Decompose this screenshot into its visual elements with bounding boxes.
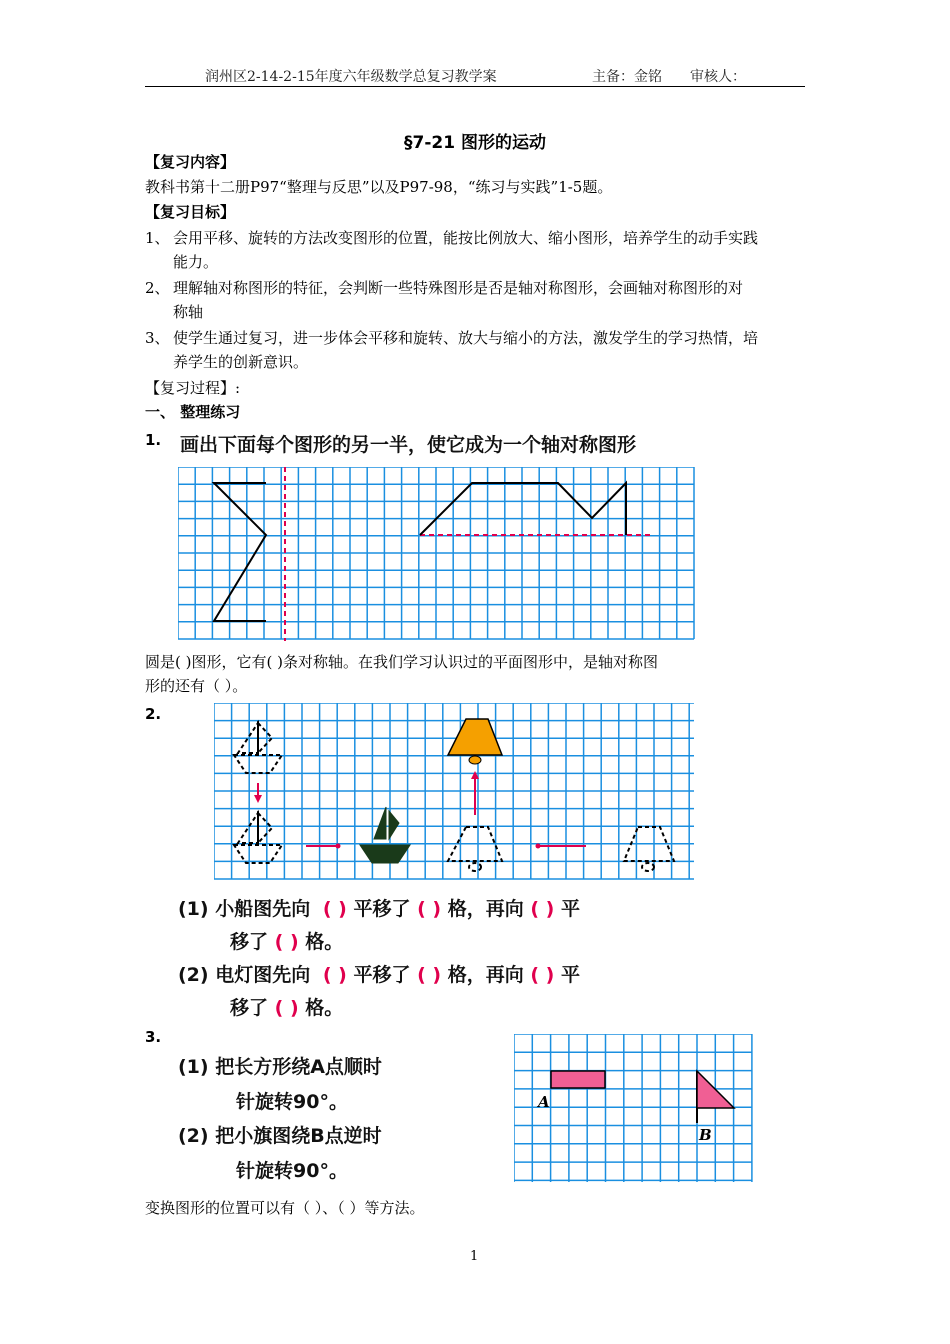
pink-rectangle <box>551 1071 605 1088</box>
q2-s2-c: 格，再向 <box>447 964 524 986</box>
q2-s1-blank-4[interactable]: ( ) <box>274 931 299 953</box>
content-text: 教科书第十二册P97“整理与反思”以及P97-98，“练习与实践”1-5题。 <box>145 178 613 196</box>
q2-s1-d: 平 <box>560 898 580 920</box>
content-heading: 【复习内容】 <box>145 153 236 171</box>
lamp-shade <box>448 719 502 755</box>
q3-s1-line2: 针旋转90°。 <box>236 1091 348 1113</box>
goal-1-num: 1、 <box>145 229 170 247</box>
q2-s1-e: 移了 <box>230 931 269 953</box>
q3-number: 3. <box>145 1028 162 1046</box>
q3-s1-line1: (1) 把长方形绕A点顺时 <box>178 1056 382 1078</box>
q1-grid-figure <box>178 467 696 641</box>
header-author: 主备：金铭 <box>592 69 662 85</box>
q1-question-line2: 形的还有（ ）。 <box>145 677 248 695</box>
q2-s2-blank-4[interactable]: ( ) <box>274 997 299 1019</box>
q2-s2-f: 格。 <box>305 997 344 1019</box>
section-1-heading: 一、 整理练习 <box>145 403 241 421</box>
label-b: B <box>699 1126 712 1144</box>
q2-s2-blank-3[interactable]: ( ) <box>530 964 555 986</box>
q2-s2-blank-1[interactable]: ( ) <box>322 964 347 986</box>
q2-s1-f: 格。 <box>305 931 344 953</box>
goal-3-line1: 使学生通过复习，进一步体会平移和旋转、放大与缩小的方法，激发学生的学习热情，培 <box>173 329 759 347</box>
q3-s2-line1: (2) 把小旗图绕B点逆时 <box>178 1125 382 1147</box>
page-header <box>145 66 805 87</box>
q2-s2-blank-2[interactable]: ( ) <box>417 964 442 986</box>
q2-s1-b: 平移了 <box>353 898 411 920</box>
goals-heading: 【复习目标】 <box>145 203 236 221</box>
q2-s2-b: 平移了 <box>353 964 411 986</box>
q2-s1-blank-3[interactable]: ( ) <box>530 898 555 920</box>
q2-s1-blank-2[interactable]: ( ) <box>417 898 442 920</box>
q3-s2-line2: 针旋转90°。 <box>236 1160 348 1182</box>
header-title: 润州区2-14-2-15年度六年级数学总复习教学案 <box>205 69 497 85</box>
goal-2-line1: 理解轴对称图形的特征，会判断一些特殊图形是否是轴对称图形，会画轴对称图形的对 <box>173 279 744 297</box>
q2-number: 2. <box>145 705 162 723</box>
header-reviewer: 审核人： <box>690 69 746 85</box>
q1-number: 1. <box>145 431 162 449</box>
page-number: 1 <box>470 1249 479 1264</box>
process-heading: 【复习过程】: <box>145 379 241 397</box>
q2-s2-e: 移了 <box>230 997 269 1019</box>
half-figure-1 <box>214 483 266 621</box>
goal-2-num: 2、 <box>145 279 170 297</box>
q2-grid-figure <box>214 703 696 881</box>
q3-grid-figure <box>514 1034 754 1184</box>
page-title: §7-21 图形的运动 <box>404 133 546 153</box>
goal-1-line1: 会用平移、旋转的方法改变图形的位置，能按比例放大、缩小图形，培养学生的动手实践 <box>173 229 759 247</box>
q1-question-line1: 圆是( )图形，它有( )条对称轴。在我们学习认识过的平面图形中，是轴对称图 <box>145 653 658 671</box>
goal-3-line2: 养学生的创新意识。 <box>173 353 309 371</box>
half-figure-2 <box>420 483 626 535</box>
goal-2-line2: 称轴 <box>173 303 204 321</box>
q3-footer-text: 变换图形的位置可以有（ ）、（ ）等方法。 <box>145 1199 425 1217</box>
q2-s1-blank-1[interactable]: ( ) <box>322 898 347 920</box>
label-a: A <box>538 1093 550 1111</box>
goal-1-line2: 能力。 <box>173 253 219 271</box>
q2-s2-d: 平 <box>560 964 580 986</box>
q1-instruction: 画出下面每个图形的另一半，使它成为一个轴对称图形 <box>180 434 637 456</box>
q2-s1-c: 格，再向 <box>447 898 524 920</box>
goal-3-num: 3、 <box>145 329 170 347</box>
q2-s1-a: (1) 小船图先向 <box>178 898 311 920</box>
q2-s2-a: (2) 电灯图先向 <box>178 964 311 986</box>
